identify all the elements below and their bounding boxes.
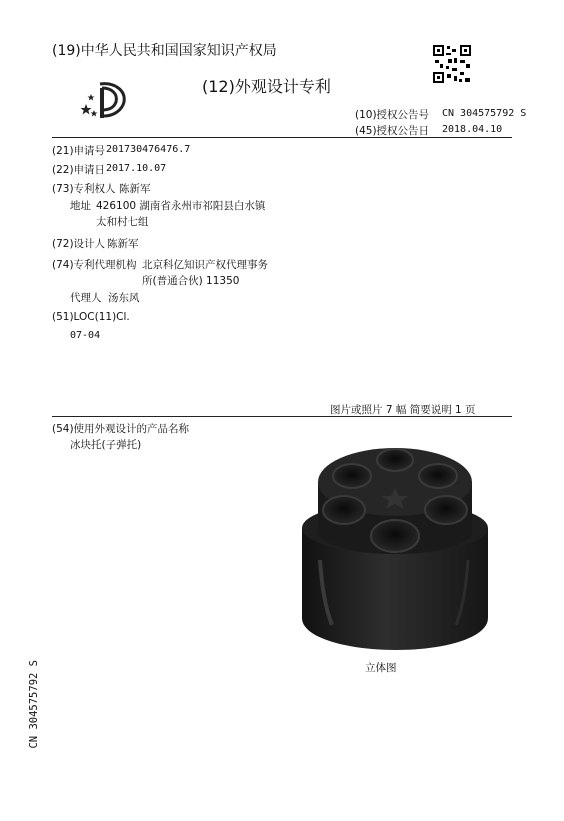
agent-label: 代理人 bbox=[70, 292, 102, 304]
application-date-value: 2017.10.07 bbox=[106, 163, 167, 174]
document-type-title: (12)外观设计专利 bbox=[202, 77, 331, 96]
patentee-value: 陈新军 bbox=[119, 183, 151, 195]
designer-label: (72)设计人 bbox=[52, 238, 106, 250]
agency-label: (74)专利代理机构 bbox=[52, 259, 137, 271]
address-line-2: 太和村七组 bbox=[96, 216, 149, 228]
publication-number-label: (10)授权公告号 bbox=[355, 109, 430, 121]
publication-date-value: 2018.04.10 bbox=[442, 124, 503, 135]
side-publication-number: CN 304575792 S bbox=[28, 660, 40, 749]
header-divider bbox=[52, 137, 512, 138]
application-number-value: 201730476476.7 bbox=[106, 144, 191, 155]
figure-summary: 图片或照片 7 幅 简要说明 1 页 bbox=[330, 404, 476, 416]
qr-code-icon bbox=[432, 44, 472, 84]
loc-classification-label: (51)LOC(11)Cl. bbox=[52, 311, 130, 323]
summary-divider bbox=[52, 416, 512, 417]
product-photo bbox=[296, 440, 492, 652]
agency-line-1: 北京科亿知识产权代理事务 bbox=[142, 259, 268, 271]
patentee-label: (73)专利权人 bbox=[52, 183, 116, 195]
publication-number-value: CN 304575792 S bbox=[442, 108, 527, 119]
address-label: 地址 bbox=[70, 200, 91, 212]
issuing-authority: (19)中华人民共和国国家知识产权局 bbox=[52, 43, 277, 59]
publication-date-label: (45)授权公告日 bbox=[355, 125, 430, 137]
address-line-1: 426100 湖南省永州市祁阳县白水镇 bbox=[96, 200, 266, 212]
agency-line-2: 所(普通合伙) 11350 bbox=[142, 275, 240, 287]
application-number-label: (21)申请号 bbox=[52, 145, 106, 157]
application-date-label: (22)申请日 bbox=[52, 164, 106, 176]
cnipa-emblem-icon bbox=[78, 80, 130, 120]
product-name-value: 冰块托(子弹托) bbox=[70, 439, 142, 451]
loc-classification-value: 07-04 bbox=[70, 330, 101, 341]
view-caption: 立体图 bbox=[365, 662, 397, 674]
designer-value: 陈新军 bbox=[107, 238, 139, 250]
agent-value: 汤东风 bbox=[108, 292, 140, 304]
product-name-label: (54)使用外观设计的产品名称 bbox=[52, 423, 190, 435]
